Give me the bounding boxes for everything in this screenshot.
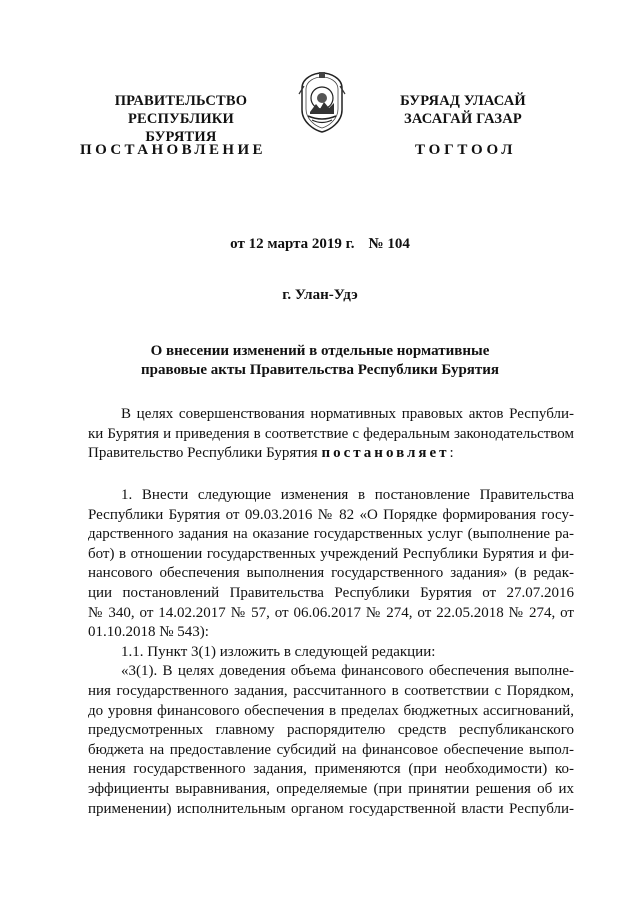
body-line: 01.10.2018 № 543): (88, 624, 209, 641)
preamble-line-3-text: Правительство Республики Бурятия (88, 445, 322, 462)
preamble-line-3 (88, 444, 574, 464)
document-title (100, 342, 540, 380)
decree-type-russian: ПОСТАНОВЛЕНИЕ (80, 142, 266, 158)
org-name-buryat (378, 92, 548, 128)
org-name-russian (92, 92, 270, 146)
body-line: бюджета на предоставление субсидий на финансовое обеспечение выпол- (88, 741, 574, 758)
body-line: «3(1). В целях доведения объема финансового обеспечения выполне- (121, 663, 574, 680)
body-paragraphs (88, 486, 574, 819)
title-line-1: О внесении изменений в отдельные нормативные (150, 343, 490, 359)
org-name-ru-line2: РЕСПУБЛИКИ БУРЯТИЯ (127, 111, 235, 145)
preamble-line-1: В целях совершенствования нормативных правовых актов Республи- (121, 406, 574, 422)
body-line: дарственного задания на оказание государственных услуг (выполнение ра- (88, 526, 574, 543)
body-line: нансового обеспечения выполнения государственного задания» (в редак- (88, 565, 574, 582)
coat-of-arms-emblem (296, 70, 348, 134)
org-name-bua-line2: ЗАСАГАЙ ГАЗАР (404, 111, 522, 127)
body-line: ния государственного задания, рассчитанного в соответствии с Порядком, (88, 682, 574, 699)
decree-number: № 104 (368, 236, 410, 252)
body-line: ции постановлений Правительства Республики Бурятия от 27.07.2016 (88, 584, 574, 601)
body-line: бот) в отношении государственных учреждений Республики Бурятия и фи- (88, 545, 574, 562)
org-name-ru-line1: ПРАВИТЕЛЬСТВО (114, 93, 248, 109)
preamble-line-2: ки Бурятия и приведения в соответствие с федеральным законодательством (88, 425, 574, 442)
decree-date: от 12 марта 2019 г. (230, 236, 355, 252)
decree-type-buryat: ТОГТООЛ (415, 142, 517, 158)
body-line: предусмотренных главному распорядителю средств республиканского (88, 722, 574, 739)
body-line: эффициенты выравнивания, определяемые (при принятии решения об их (88, 780, 574, 797)
body-line: № 340, от 14.02.2017 № 57, от 06.06.2017 № 274, от 22.05.2018 № 274, от (88, 604, 574, 621)
body-line: нения государственного задания, применяются (при необходимости) ко- (88, 761, 574, 778)
body-line: Республики Бурятия от 09.03.2016 № 82 «О Порядке формирования госу- (88, 506, 574, 523)
org-name-bua-line1: БУРЯАД УЛАСАЙ (400, 93, 526, 109)
body-line: 1.1. Пункт 3(1) изложить в следующей редакции: (121, 643, 436, 660)
body-line: применении) исполнительным органом государственной власти Республи- (88, 800, 574, 817)
decree-city: г. Улан-Удэ (282, 287, 358, 303)
resolves-keyword: постановляет (321, 445, 450, 462)
preamble-paragraph (88, 405, 574, 464)
body-line: 1. Внести следующие изменения в постановление Правительства (121, 487, 574, 503)
body-line: до уровня финансового обеспечения в пределах бюджетных ассигнований, (88, 702, 574, 719)
title-line-2: правовые акты Правительства Республики Бурятия (140, 362, 500, 378)
preamble-colon: : (449, 445, 454, 462)
date-number-line (0, 236, 640, 253)
